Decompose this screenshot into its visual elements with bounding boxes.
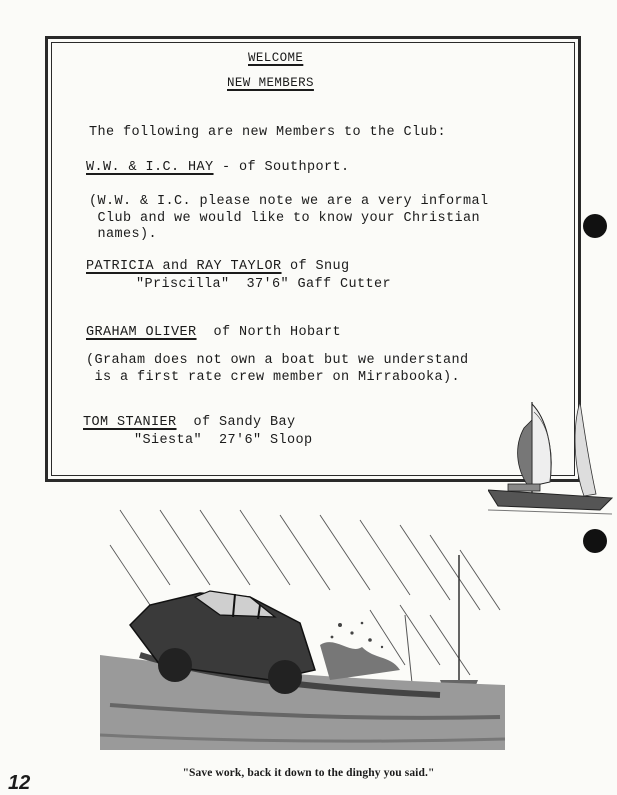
member-name: GRAHAM OLIVER [86, 325, 197, 340]
member-entry [83, 415, 296, 430]
member-name: W.W. & I.C. HAY [86, 160, 214, 175]
member-entry [86, 259, 350, 274]
note-line: (Graham does not own a boat but we understand [86, 353, 469, 368]
note-line: names). [89, 227, 158, 242]
member-name: TOM STANIER [83, 415, 177, 430]
page-number: 12 [8, 772, 31, 794]
binder-hole [583, 214, 607, 238]
member-entry [86, 160, 350, 175]
heading-new-members: NEW MEMBERS [227, 76, 314, 90]
intro-text: The following are new Members to the Club: [89, 125, 447, 140]
binder-hole [583, 529, 607, 553]
illustration-caption: "Save work, back it down to the dinghy you said." [182, 767, 435, 779]
member-entry [86, 325, 341, 340]
member-detail: - of Southport. [213, 160, 350, 175]
note-line: Club and we would like to know your Christian [89, 211, 481, 226]
boat-detail: "Siesta" 27'6" Sloop [134, 433, 313, 448]
note-line: is a first rate crew member on Mirrabooka). [86, 370, 461, 385]
sailboat-illustration [488, 398, 616, 516]
heading-welcome: WELCOME [248, 51, 304, 65]
member-detail: of Snug [281, 259, 350, 274]
note-line: (W.W. & I.C. please note we are a very informal [89, 194, 489, 209]
member-detail: of Sandy Bay [176, 415, 296, 430]
member-detail: of North Hobart [196, 325, 342, 340]
member-name: PATRICIA and RAY TAYLOR [86, 259, 282, 274]
boat-detail: "Priscilla" 37'6" Gaff Cutter [136, 277, 392, 292]
car-launch-illustration [100, 505, 505, 750]
